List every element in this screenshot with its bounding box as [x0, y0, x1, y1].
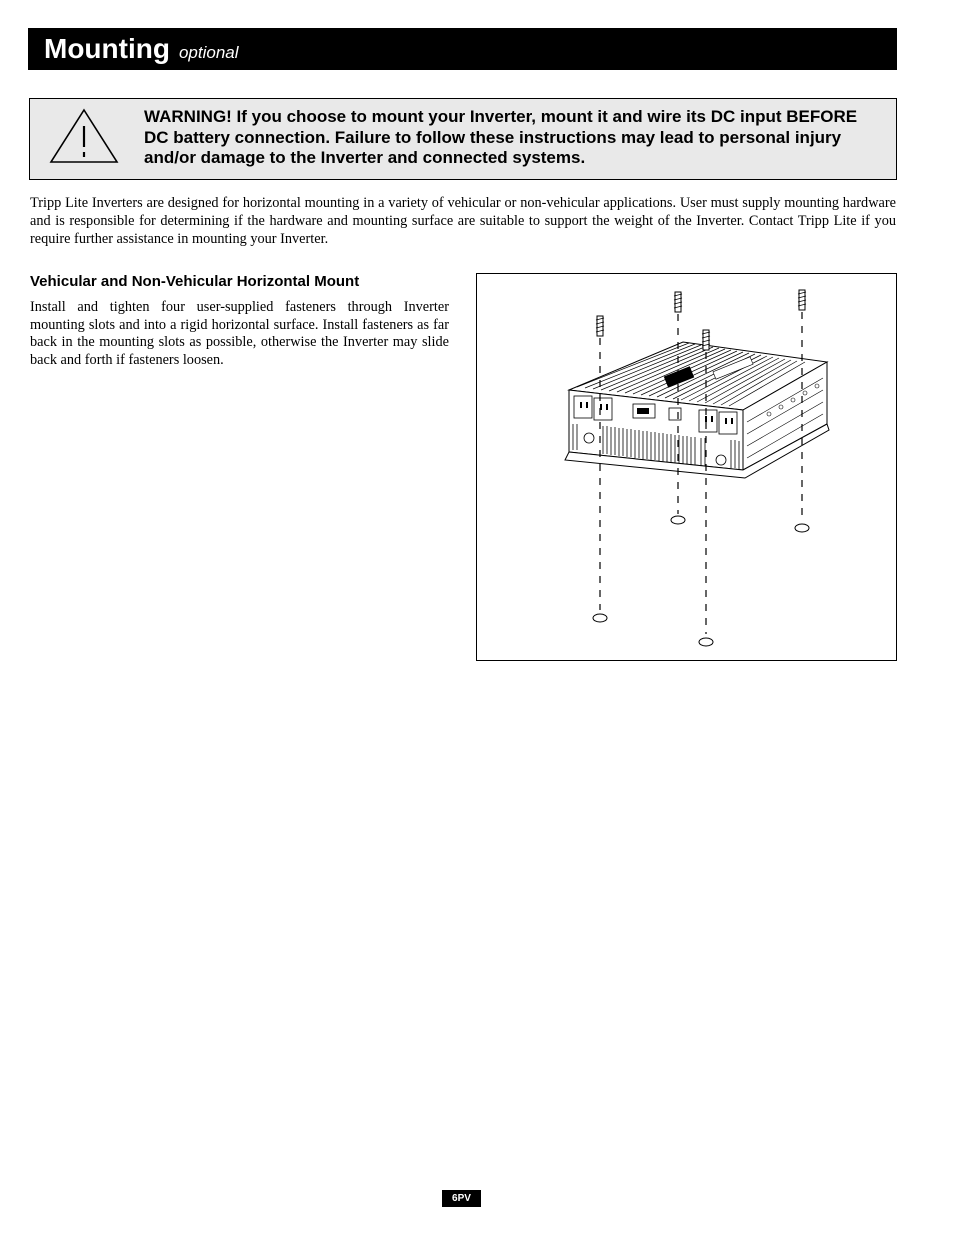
intro-paragraph: Tripp Lite Inverters are designed for horizontal mounting in a variety of vehicular or non-vehicular applications. User must supply mounting hardware and is responsible for determining if the hardware and mounting surface are suitable to support the weight of the Inverter. Contact Tripp Lite if you require further assistance in mounting your Inverter. — [30, 195, 896, 247]
page-number-badge: 6PV — [442, 1190, 481, 1207]
page-subtitle: optional — [178, 43, 239, 62]
warning-text: WARNING! If you choose to mount your Inverter, mount it and wire its DC input BEFORE DC battery connection. Failure to follow these instructions may lead to personal injury and/or damage to the Inverter and connected systems. — [144, 107, 858, 167]
warning-box — [29, 98, 897, 180]
section-body: Install and tighten four user-supplied fasteners through Inverter mounting slots and into a rigid horizontal surface. Install fasteners as far back in the mounting slots as possible, otherwise the Inverter may slide back and forth if fasteners loosen. — [30, 299, 449, 368]
inverter-mounting-illustration — [477, 274, 898, 662]
warning-triangle-icon — [48, 107, 120, 165]
section-header — [28, 28, 897, 70]
page-title: Mounting — [44, 33, 170, 64]
section-heading: Vehicular and Non-Vehicular Horizontal Mount — [30, 273, 360, 290]
mounting-figure — [476, 273, 897, 661]
